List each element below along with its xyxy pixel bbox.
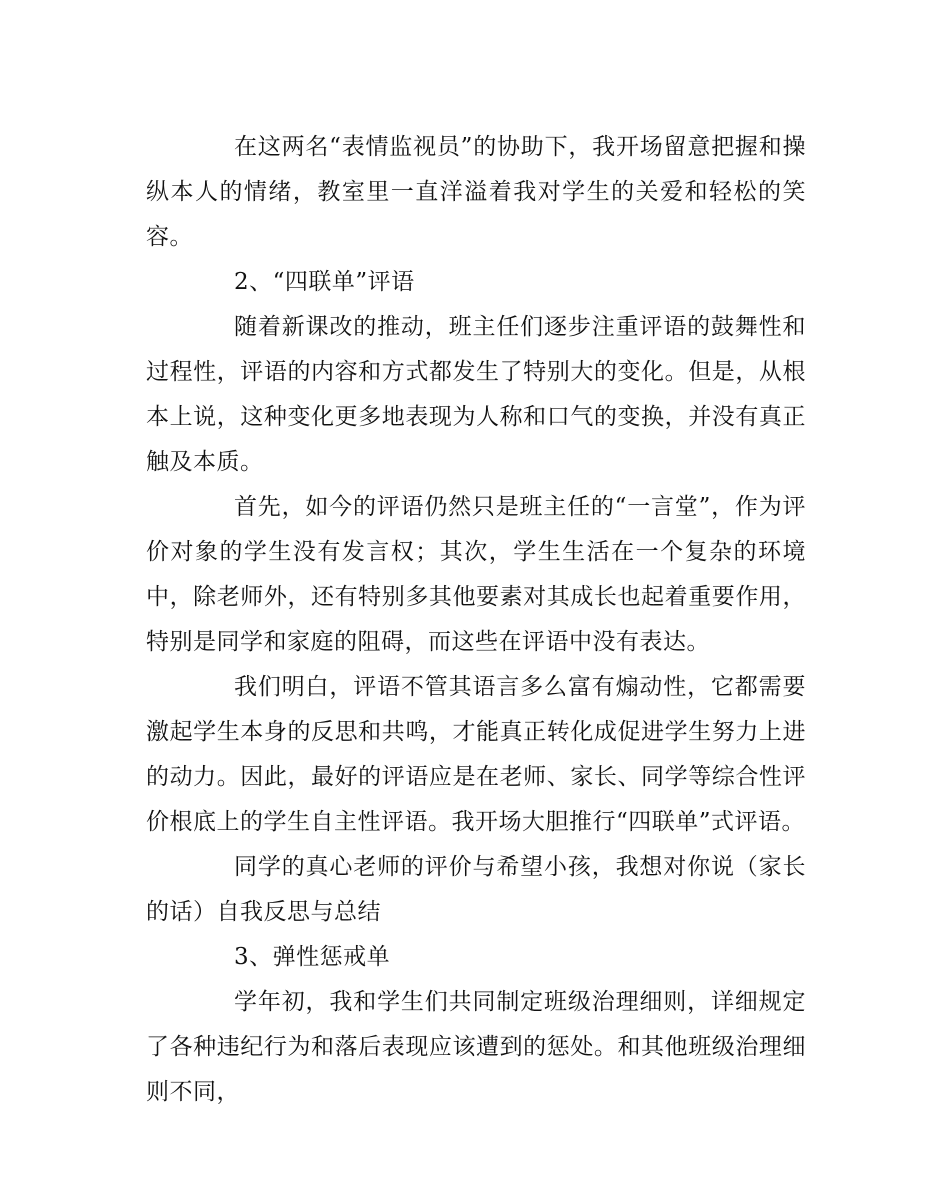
paragraph-self-reflection: 我们明白，评语不管其语言多么富有煽动性，它都需要激起学生本身的反思和共鸣，才能真正转化成促进学生努力上进的动力。因此，最好的评语应是在老师、家长、同学等综合性评价根底上的学生自主性评语。我开场大胆推行“四联单”式评语。	[146, 674, 806, 835]
paragraph-class-rules: 学年初，我和学生们共同制定班级治理细则，详细规定了各种违纪行为和落后表现应该遭到的惩处。和其他班级治理细则不同，	[146, 989, 806, 1105]
paragraph-expression-monitors: 在这两名“表情监视员”的协助下，我开场留意把握和操纵本人的情绪，教室里一直洋溢着我对学生的关爱和轻松的笑容。	[146, 134, 806, 250]
paragraph-comment-parts: 同学的真心老师的评价与希望小孩，我想对你说（家长的话）自我反思与总结	[146, 854, 806, 925]
paragraph-first-problem: 首先，如今的评语仍然只是班主任的“一言堂”，作为评价对象的学生没有发言权；其次，学生生活在一个复杂的环境中，除老师外，还有特别多其他要素对其成长也起着重要作用，特别是同学和家庭的阻碍，而这些在评语中没有表达。	[146, 494, 806, 655]
section-heading-flexible-discipline: 3、弹性惩戒单	[234, 944, 391, 970]
paragraph-curriculum-reform: 随着新课改的推动，班主任们逐步注重评语的鼓舞性和过程性，评语的内容和方式都发生了特别大的变化。但是，从根本上说，这种变化更多地表现为人称和口气的变换，并没有真正触及本质。	[146, 314, 806, 475]
document-body	[146, 125, 806, 1115]
section-heading-four-part-comments: 2、“四联单”评语	[234, 269, 415, 295]
